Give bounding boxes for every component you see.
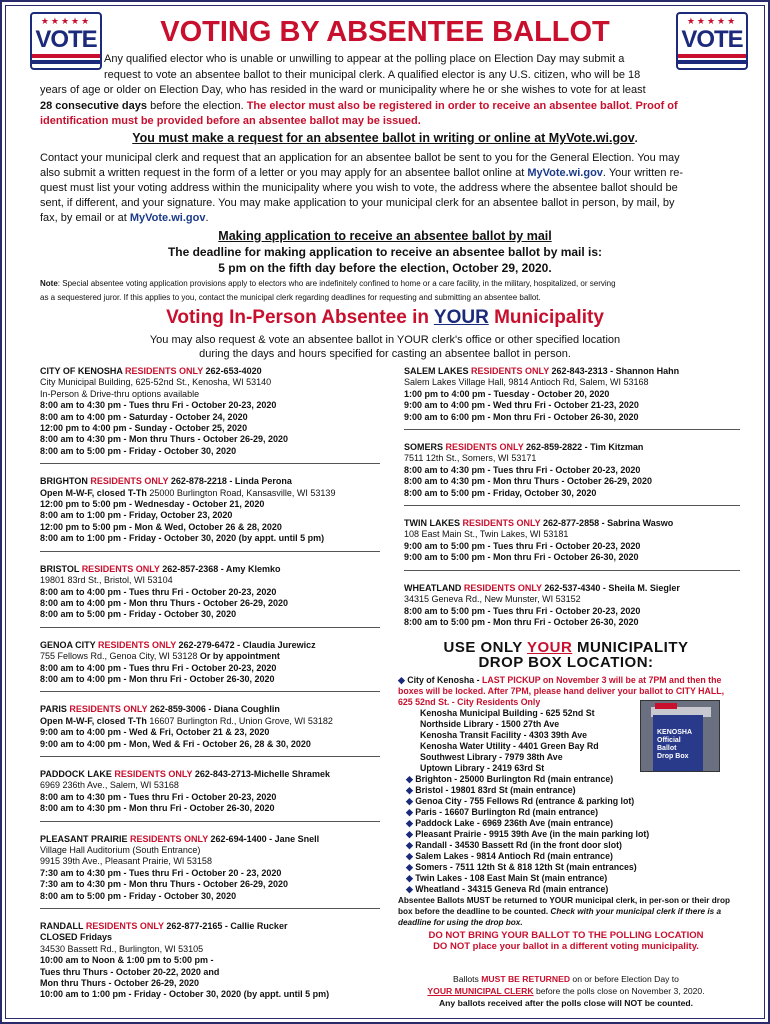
municipality-contact: 262-843-2313 - Shannon Hahn (549, 366, 680, 376)
days-text: 28 consecutive days (40, 99, 148, 112)
footer-clerk: YOUR MUNICIPAL CLERK (427, 986, 534, 996)
schedule-text: 10:00 am to 1:00 pm - Friday - October 30, 2020 (by appt. until 5 pm) (40, 989, 330, 1000)
municipality-header (404, 518, 740, 529)
schedule-line (40, 727, 380, 738)
schedule-line (40, 389, 380, 400)
diamond-icon: ◆ (406, 873, 416, 883)
diamond-icon: ◆ (406, 862, 416, 872)
note-text: as a sequestered juror. If this applies to you, contact the municipal clerk regarding deadlines for requesting and submitting an absentee ballot. (40, 293, 541, 302)
mail-section (40, 228, 730, 276)
drop-site-text: Salem Lakes - 9814 Antioch Rd (main entrance) (415, 851, 613, 861)
drop-site (398, 796, 734, 807)
schedule-line (40, 955, 380, 966)
diamond-icon: ◆ (406, 840, 416, 850)
inperson-subtitle (40, 333, 730, 361)
schedule-text: 12:00 pm to 5:00 pm - Wednesday - October 21, 2020 (40, 499, 265, 510)
drop-box-section (398, 640, 734, 952)
schedule-line (40, 412, 380, 423)
divider (40, 627, 380, 628)
municipality-name: PADDOCK LAKE (40, 768, 115, 779)
residents-only-badge: RESIDENTS ONLY (98, 639, 177, 650)
diamond-icon: ◆ (406, 851, 416, 861)
schedule-line (40, 423, 380, 434)
mail-date: 5 pm on the fifth day before the election, October 29, 2020. (218, 261, 552, 275)
kenosha-drop-site: Southwest Library - 7979 38th Ave (420, 752, 563, 762)
footer-warning: Any ballots received after the polls close will NOT be counted. (438, 998, 694, 1008)
schedule-line (40, 967, 380, 978)
residents-only-badge: RESIDENTS ONLY (471, 366, 550, 376)
appointment-text: Or by appointment (197, 651, 280, 662)
schedule-line (40, 716, 380, 727)
diamond-icon: ◆ (406, 884, 416, 894)
schedule-text: 7:30 am to 4:30 pm - Tues thru Fri - October 20 - 23, 2020 (40, 867, 282, 878)
drop-site (398, 829, 734, 840)
request-line (40, 166, 730, 181)
request-line: Contact your municipal clerk and request that an application for an absentee ballot be sent to you for the General Election. You may (40, 152, 680, 164)
municipality-name: GENOA CITY (40, 639, 99, 650)
municipality-contact: 262-877-2165 - Callie Rucker (163, 921, 288, 932)
schedule-text: 8:00 am to 4:30 pm - Tues thru Fri - October 20-23, 2020 (40, 400, 277, 411)
schedule-line (404, 529, 740, 540)
schedule-text: 9:00 am to 5:00 pm - Mon thru Fri - October 26-30, 2020 (404, 552, 639, 563)
schedule-line (404, 412, 740, 423)
schedule-text: 8:00 am to 4:30 pm - Mon thru Thurs - October 26-29, 2020 (40, 434, 289, 445)
municipality-entry (404, 366, 740, 423)
municipality-contact: 262-878-2218 - Linda Perona (168, 476, 292, 487)
stars-icon: ★★★★★ (40, 16, 92, 26)
divider (40, 756, 380, 757)
residents-only-badge: RESIDENTS ONLY (463, 582, 542, 593)
note-label: Note (40, 279, 58, 288)
return-italic: Check with your municipal clerk if there is a deadline for using the drop box. (398, 907, 722, 927)
footer-text: before the polls close on November 3, 2020. (533, 986, 705, 996)
schedule-text: Salem Lakes Village Hall, 9814 Antioch Rd, Salem, WI 53168 (404, 377, 649, 388)
schedule-line (40, 868, 380, 879)
divider (40, 691, 380, 692)
schedule-line (404, 541, 740, 552)
municipality-entry (404, 583, 740, 629)
schedule-text: 8:00 am to 5:00 pm - Mon thru Fri - October 26-30, 2020 (404, 616, 639, 627)
subtitle-line: You may also request & vote an absentee ballot in YOUR clerk's office or other specified location (149, 334, 621, 346)
diamond-icon: ◆ (406, 796, 416, 806)
diamond-icon: ◆ (406, 807, 416, 817)
municipality-entry (40, 921, 380, 1001)
municipality-entry (40, 834, 380, 902)
polling-warning: DO NOT BRING YOUR BALLOT TO THE POLLING LOCATION (428, 930, 704, 941)
intro-line: identification must be provided before an absentee ballot may be issued. (40, 115, 421, 127)
municipality-contact: 262-537-4340 - Sheila M. Siegler (541, 582, 680, 593)
municipality-entry (40, 564, 380, 621)
municipality-header (404, 366, 740, 377)
drop-site (398, 873, 734, 884)
schedule-line (404, 617, 740, 628)
municipality-name: BRIGHTON (40, 476, 91, 487)
schedule-text: 34530 Bassett Rd., Burlington, WI 53105 (40, 943, 204, 954)
schedule-text: 8:00 am to 4:00 pm - Saturday - October 24, 2020 (40, 411, 248, 422)
divider (40, 551, 380, 552)
schedule-text: 8:00 am to 4:30 pm - Tues thru Fri - October 20-23, 2020 (40, 791, 277, 802)
schedule-text: Open M-W-F, closed T-Th (40, 715, 147, 726)
drop-site-text: Paris - 16607 Burlington Rd (main entrance) (415, 807, 599, 817)
municipality-header (40, 640, 380, 651)
request-text: . Your written re- (602, 167, 684, 179)
schedule-line (40, 651, 380, 662)
intro-text: before the election. (147, 99, 247, 112)
schedule-line (40, 663, 380, 674)
kenosha-pickup-note: LAST PICKUP on November 3 will be at 7PM and then the boxes will be locked. After 7PM, please hand deliver your ballot to CITY HALL, 625 52nd St. - City Residents Only (398, 675, 725, 707)
drop-site (398, 851, 734, 862)
schedule-line (40, 533, 380, 544)
schedule-text: 8:00 am to 5:00 pm - Friday, October 30, 2020 (404, 487, 597, 498)
drop-site-text: Genoa City - 755 Fellows Rd (entrance & parking lot) (415, 796, 635, 806)
schedule-text: 8:00 am to 4:00 pm - Tues thru Fri - October 20-23, 2020 (40, 586, 277, 597)
residents-only-badge: RESIDENTS ONLY (81, 563, 160, 574)
schedule-text: CLOSED Fridays (40, 932, 113, 943)
schedule-text: 9:00 am to 4:00 pm - Wed & Fri, October 21 & 23, 2020 (40, 727, 270, 738)
residents-only-badge: RESIDENTS ONLY (125, 366, 204, 376)
footer-notice (398, 973, 734, 1009)
municipality-name: TWIN LAKES (404, 518, 463, 529)
residents-only-badge: RESIDENTS ONLY (69, 704, 148, 715)
schedule-line (40, 803, 380, 814)
schedule-line (404, 476, 740, 487)
request-paragraph (40, 151, 730, 226)
schedule-text: 9:00 am to 4:00 pm - Mon, Wed & Fri - October 26, 28 & 30, 2020 (40, 738, 311, 749)
myvote-link[interactable]: MyVote.wi.gov (527, 167, 603, 179)
divider (40, 463, 380, 464)
drop-site (398, 884, 734, 895)
municipality-name: WHEATLAND (404, 582, 464, 593)
schedule-text: 8:00 am to 1:00 pm - Friday, October 23, 2020 (40, 510, 233, 521)
schedule-line (40, 739, 380, 750)
inperson-heading-text: Municipality (488, 307, 604, 328)
registration-text: The elector must also be registered in order to receive an absentee ballot (246, 99, 630, 112)
diamond-icon: ◆ (398, 675, 408, 685)
request-line: quest must list your voting address within the municipality where you wish to vote, the address where the absentee ballot should be (40, 182, 678, 194)
diamond-icon: ◆ (406, 818, 416, 828)
municipality-contact: 262-877-2858 - Sabrina Waswo (540, 518, 674, 529)
municipality-contact: 262-859-2822 - Tim Kitzman (523, 442, 644, 453)
drop-site (398, 774, 734, 785)
schedule-text: 8:00 am to 5:00 pm - Tues thru Fri - October 20-23, 2020 (404, 605, 641, 616)
divider (404, 505, 740, 506)
drop-box-label-line: Drop Box (657, 753, 689, 760)
kenosha-label: City of Kenosha - (407, 675, 482, 685)
subtitle-line: during the days and hours specified for casting an absentee ballot in person. (199, 348, 571, 360)
schedule-text: 7:30 am to 4:30 pm - Mon thru Thurs - October 26-29, 2020 (40, 879, 289, 890)
schedule-line (404, 488, 740, 499)
municipality-name: PLEASANT PRAIRIE (40, 833, 131, 844)
drop-box-subtitle: DROP BOX LOCATION: (478, 654, 654, 671)
kenosha-drop-site: Northside Library - 1500 27th Ave (420, 719, 560, 729)
schedule-line (40, 891, 380, 902)
municipality-header (40, 704, 380, 715)
inperson-heading (40, 306, 730, 330)
municipality-header (404, 442, 740, 453)
footer-must-return: MUST BE RETURNED (481, 974, 571, 984)
municipality-name: PARIS (40, 704, 70, 715)
schedule-line (404, 389, 740, 400)
municipality-name: SALEM LAKES (404, 366, 472, 376)
municipality-contact: 262-279-6472 - Claudia Jurewicz (176, 639, 316, 650)
mail-deadline: The deadline for making application to receive an absentee ballot by mail is: (167, 245, 603, 259)
municipality-warning: DO NOT place your ballot in a different voting municipality. (433, 941, 699, 952)
schedule-text: 6969 236th Ave., Salem, WI 53168 (40, 780, 179, 791)
stars-icon: ★★★★★ (686, 16, 738, 26)
intro-line: Any qualified elector who is unable or unwilling to appear at the polling place on Election Day may submit a (104, 53, 625, 65)
schedule-text: Tues thru Thurs - October 20-22, 2020 and (40, 966, 220, 977)
schedule-line (40, 879, 380, 890)
schedule-line (40, 780, 380, 791)
address-text: 16607 Burlington Rd., Union Grove, WI 53182 (146, 715, 333, 726)
municipality-entry (40, 366, 380, 457)
schedule-line (40, 932, 380, 943)
schedule-text: Village Hall Auditorium (South Entrance) (40, 845, 201, 855)
drop-site (398, 840, 734, 851)
schedule-line (404, 453, 740, 464)
municipality-entry (404, 442, 740, 499)
divider (40, 908, 380, 909)
schedule-text: 8:00 am to 5:00 pm - Friday - October 30, 2020 (40, 609, 237, 620)
schedule-text: 8:00 am to 1:00 pm - Friday - October 30, 2020 (by appt. until 5 pm) (40, 533, 325, 544)
myvote-link[interactable]: MyVote.wi.gov (129, 212, 206, 224)
diamond-icon: ◆ (406, 774, 416, 784)
vote-logo-text: VOTE (35, 26, 97, 53)
request-text: also submit a written request in the form of a letter or you may apply for an absentee ballot online at (40, 167, 528, 179)
drop-site-text: Wheatland - 34315 Geneva Rd (main entrance) (415, 884, 609, 894)
schedule-text: Mon thru Thurs - October 26-29, 2020 (40, 978, 200, 989)
drop-site-text: Twin Lakes - 108 East Main St (main entrance) (415, 873, 608, 883)
drop-box-flag (655, 703, 677, 709)
schedule-line (40, 446, 380, 457)
diamond-icon: ◆ (406, 785, 416, 795)
schedule-text: 7511 12th St., Somers, WI 53171 (404, 453, 537, 464)
schedule-line (40, 377, 380, 388)
drop-sites (398, 774, 734, 895)
schedule-line (40, 944, 380, 955)
page-title: VOTING BY ABSENTEE BALLOT (160, 16, 610, 48)
intro-line: request to vote an absentee ballot to their municipal clerk. A qualified elector is any U.S. citizen, who will be 18 (104, 68, 641, 81)
schedule-line (40, 978, 380, 989)
right-municipality-column (404, 366, 740, 628)
residents-only-badge: RESIDENTS ONLY (130, 833, 209, 844)
inperson-heading-text: Voting In-Person Absentee in (166, 307, 434, 328)
municipality-name: CITY OF KENOSHA (40, 366, 126, 376)
schedule-line (40, 674, 380, 685)
residents-only-badge: RESIDENTS ONLY (90, 476, 169, 487)
schedule-line (40, 845, 380, 856)
municipality-contact: 262-859-3006 - Diana Coughlin (147, 704, 280, 715)
schedule-text: 12:00 pm to 4:00 pm - Sunday - October 25, 2020 (40, 423, 248, 434)
intro-line: years of age or older on Election Day, who has resided in the ward or municipality where he or she wishes to vote for at least (40, 84, 646, 96)
municipality-contact: 262-857-2368 - Amy Klemko (159, 563, 281, 574)
kenosha-drop-site: Kenosha Water Utility - 4401 Green Bay Rd (420, 741, 599, 751)
left-municipality-column (40, 366, 380, 1001)
kenosha-drop-site: Uptown Library - 2419 63rd St (420, 763, 545, 773)
divider (40, 821, 380, 822)
intro-line (40, 99, 730, 115)
schedule-text: 19801 83rd St., Bristol, WI 53104 (40, 575, 173, 586)
municipality-header (404, 583, 740, 594)
schedule-line (40, 609, 380, 620)
municipality-header (40, 564, 380, 575)
drop-box-label-line: Official (657, 737, 681, 744)
request-text: fax, by email or at (40, 212, 130, 224)
schedule-text: Open M-W-F, closed T-Th (40, 487, 147, 498)
schedule-text: 1:00 pm to 4:00 pm - Tuesday - October 20, 2020 (404, 388, 610, 399)
schedule-text: 34315 Geneva Rd., New Munster, WI 53152 (404, 594, 581, 605)
municipality-contact: 262-694-1400 - Jane Snell (208, 833, 320, 844)
drop-site-text: Bristol - 19801 83rd St (main entrance) (415, 785, 576, 795)
schedule-line (40, 488, 380, 499)
your-text: YOUR (433, 307, 489, 328)
schedule-line (40, 856, 380, 867)
your-text: YOUR (526, 639, 573, 656)
residents-only-badge: RESIDENTS ONLY (114, 768, 193, 779)
municipality-contact: 262-843-2713-Michelle Shramek (192, 768, 330, 779)
intro-text: . (629, 99, 636, 112)
request-heading (40, 131, 730, 147)
return-note (398, 895, 734, 928)
schedule-line (404, 465, 740, 476)
note-paragraph (40, 277, 730, 305)
municipality-entry (404, 518, 740, 564)
schedule-text: In-Person & Drive-thru options available (40, 388, 200, 399)
drop-box-label-line: Ballot (657, 745, 677, 752)
schedule-line (404, 606, 740, 617)
schedule-text: 8:00 am to 4:30 pm - Mon thru Thurs - October 26-29, 2020 (404, 476, 653, 487)
municipality-header (40, 921, 380, 932)
schedule-text: 8:00 am to 4:00 pm - Tues thru Fri - October 20-23, 2020 (40, 662, 277, 673)
drop-title-text: MUNICIPALITY (572, 639, 689, 656)
schedule-text: 10:00 am to Noon & 1:00 pm to 5:00 pm - (40, 955, 214, 966)
schedule-text: City Municipal Building, 625-52nd St., Kenosha, WI 53140 (40, 377, 272, 388)
drop-box-photo (640, 700, 720, 772)
schedule-text: 9915 39th Ave., Pleasant Prairie, WI 53158 (40, 856, 212, 867)
footer-text: Ballots (453, 974, 482, 984)
residents-only-badge: RESIDENTS ONLY (462, 518, 541, 529)
drop-site (398, 818, 734, 829)
schedule-text: 8:00 am to 4:30 pm - Mon thru Fri - October 26-30, 2020 (40, 803, 275, 814)
drop-site (398, 785, 734, 796)
residents-only-badge: RESIDENTS ONLY (445, 442, 524, 453)
municipality-entry (40, 476, 380, 544)
schedule-line (404, 377, 740, 388)
divider (404, 429, 740, 430)
municipality-entry (40, 640, 380, 686)
address-text: 25000 Burlington Road, Kansasville, WI 53139 (146, 487, 336, 498)
schedule-text: 8:00 am to 4:30 pm - Tues thru Fri - October 20-23, 2020 (404, 464, 641, 475)
municipality-contact: 262-653-4020 (203, 366, 262, 376)
note-text: : Special absentee voting application provisions apply to electors who are indefinitely confined to home or a care facility, in the military, hospitalized, or serving (57, 279, 616, 288)
divider (404, 570, 740, 571)
schedule-line (40, 499, 380, 510)
proof-text: Proof of (635, 99, 678, 112)
drop-box-title (398, 640, 734, 655)
schedule-line (40, 989, 380, 1000)
schedule-text: 8:00 am to 5:00 pm - Friday - October 30, 2020 (40, 890, 237, 901)
schedule-text: 9:00 am to 5:00 pm - Tues thru Fri - October 20-23, 2020 (404, 540, 641, 551)
schedule-text: 9:00 am to 4:00 pm - Wed thru Fri - October 21-23, 2020 (404, 400, 639, 411)
drop-site-text: Randall - 34530 Bassett Rd (in the front door slot) (415, 840, 622, 850)
request-line: sent, if different, and your signature. You may make application to your municipal clerk for an absentee ballot in person, by mail, by (40, 197, 675, 209)
municipality-header (40, 476, 380, 487)
schedule-text: 12:00 pm to 5:00 pm - Mon & Wed, October 26 & 28, 2020 (40, 521, 282, 532)
drop-site-text: Paddock Lake - 6969 236th Ave (main entrance) (415, 818, 614, 828)
schedule-line (40, 598, 380, 609)
drop-title-text: USE ONLY (443, 639, 527, 656)
schedule-text: 755 Fellows Rd., Genoa City, WI 53128 (40, 651, 198, 662)
diamond-icon: ◆ (406, 829, 416, 839)
footer-text: on or before Election Day to (570, 974, 679, 984)
municipality-header (40, 769, 380, 780)
residents-only-badge: RESIDENTS ONLY (85, 921, 164, 932)
schedule-line (40, 587, 380, 598)
municipality-name: RANDALL (40, 921, 86, 932)
schedule-text: 9:00 am to 6:00 pm - Mon thru Fri - October 26-30, 2020 (404, 411, 639, 422)
drop-box-label-line: KENOSHA (657, 729, 693, 736)
schedule-line (40, 400, 380, 411)
municipality-name: SOMERS (404, 442, 446, 453)
drop-site (398, 807, 734, 818)
municipality-entry (40, 704, 380, 750)
kenosha-drop-site: Kenosha Municipal Building - 625 52nd St (420, 708, 595, 718)
schedule-line (40, 522, 380, 533)
schedule-text: 8:00 am to 4:00 pm - Mon thru Thurs - October 26-29, 2020 (40, 597, 289, 608)
drop-site-text: Somers - 7511 12th St & 818 12th St (main entrances) (415, 862, 637, 872)
schedule-line (40, 510, 380, 521)
request-text: . (205, 212, 209, 224)
kenosha-drop-site: Kenosha Transit Facility - 4303 39th Ave (420, 730, 588, 740)
municipality-header (40, 834, 380, 845)
vote-logo-text: VOTE (681, 26, 743, 53)
schedule-text: 108 East Main St., Twin Lakes, WI 53181 (404, 529, 569, 540)
intro-paragraph (40, 52, 730, 130)
drop-site-text: Brighton - 25000 Burlington Rd (main entrance) (415, 774, 614, 784)
schedule-line (404, 400, 740, 411)
municipality-entry (40, 769, 380, 815)
heading-dot: . (634, 133, 638, 145)
request-heading-text: You must make a request for an absentee ballot in writing or online at MyVote.wi.gov (132, 131, 635, 145)
return-text: Absentee Ballots MUST be returned to YOUR municipal clerk, in per-son or their drop box before the deadline to be counted. (398, 896, 730, 916)
drop-site-text: Pleasant Prairie - 9915 39th Ave (in the main parking lot) (415, 829, 650, 839)
schedule-text: 8:00 am to 5:00 pm - Friday - October 30, 2020 (40, 445, 237, 456)
request-line (40, 211, 730, 226)
mail-heading: Making application to receive an absentee ballot by mail (218, 229, 552, 243)
schedule-line (40, 792, 380, 803)
schedule-line (40, 434, 380, 445)
drop-site (398, 862, 734, 873)
drop-box-label (657, 729, 701, 761)
schedule-line (404, 552, 740, 563)
municipality-header (40, 366, 380, 377)
schedule-line (404, 594, 740, 605)
municipality-name: BRISTOL (40, 563, 82, 574)
schedule-text: 8:00 am to 4:00 pm - Mon thru Fri - October 26-30, 2020 (40, 673, 275, 684)
schedule-line (40, 575, 380, 586)
